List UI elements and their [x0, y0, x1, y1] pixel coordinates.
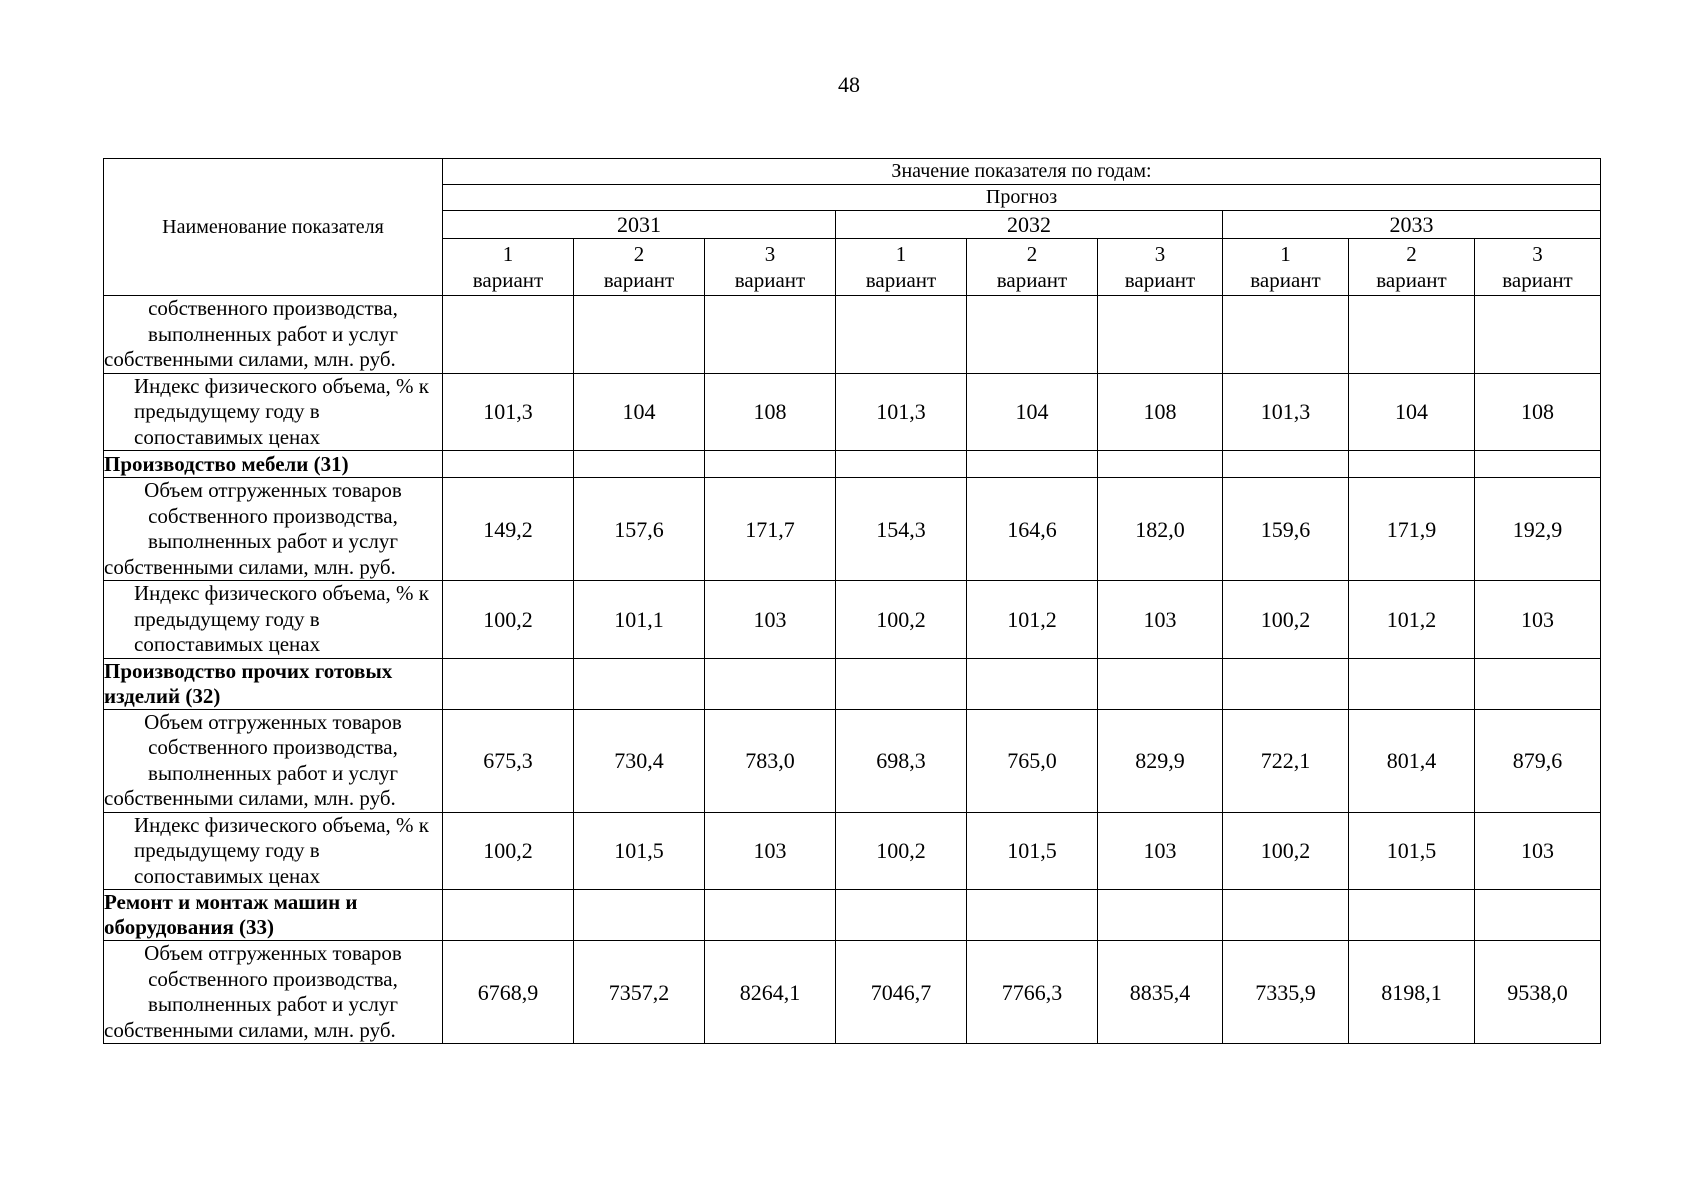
value-cell: 8198,1: [1349, 941, 1475, 1044]
value-cell: [836, 451, 967, 478]
variant-header: [705, 239, 836, 296]
value-cell: 101,2: [1349, 581, 1475, 659]
indicator-label: Индекс физического объема, % к предыдущему году в сопоставимых ценах: [104, 581, 443, 659]
value-cell: 101,3: [1223, 373, 1349, 451]
section-label: Производство прочих готовых изделий (32): [104, 658, 443, 709]
value-cell: 164,6: [967, 478, 1098, 581]
value-cell: 7766,3: [967, 941, 1098, 1044]
table-row: [104, 296, 1601, 374]
value-cell: 100,2: [836, 581, 967, 659]
value-cell: [443, 296, 574, 374]
variant-word: вариант: [865, 268, 937, 292]
value-cell: [574, 890, 705, 941]
value-cell: [836, 296, 967, 374]
table-row: [104, 373, 1601, 451]
variant-number: 1: [1280, 242, 1291, 266]
section-label: Ремонт и монтаж машин и оборудования (33): [104, 890, 443, 941]
value-cell: 159,6: [1223, 478, 1349, 581]
value-cell: [967, 658, 1098, 709]
value-cell: 783,0: [705, 709, 836, 812]
page-number: 48: [838, 72, 860, 97]
table-row: [104, 890, 1601, 941]
value-cell: [967, 451, 1098, 478]
value-cell: 103: [1475, 812, 1601, 890]
value-cell: [1349, 890, 1475, 941]
value-cell: 108: [1098, 373, 1223, 451]
value-cell: [1223, 890, 1349, 941]
value-cell: 103: [1475, 581, 1601, 659]
value-cell: [1098, 890, 1223, 941]
variant-header: [836, 239, 967, 296]
value-cell: [836, 658, 967, 709]
variant-word: вариант: [734, 268, 806, 292]
value-cell: [574, 658, 705, 709]
value-cell: [443, 658, 574, 709]
table-row: [104, 478, 1601, 581]
value-cell: 104: [574, 373, 705, 451]
value-cell: 801,4: [1349, 709, 1475, 812]
value-cell: 7357,2: [574, 941, 705, 1044]
variant-word: вариант: [603, 268, 675, 292]
value-cell: 149,2: [443, 478, 574, 581]
indicator-label: Индекс физического объема, % к предыдущему году в сопоставимых ценах: [104, 812, 443, 890]
table-row: [104, 581, 1601, 659]
variant-number: 3: [1532, 242, 1543, 266]
indicator-label: Объем отгруженных товаров собственного производства, выполненных работ и услуг собственными силами, млн. руб.: [104, 709, 443, 812]
year-header: 2031: [443, 211, 836, 239]
section-label: Производство мебели (31): [104, 451, 443, 478]
value-cell: [1223, 296, 1349, 374]
value-cell: [443, 890, 574, 941]
value-cell: [1349, 451, 1475, 478]
value-cell: [705, 296, 836, 374]
value-cell: 103: [1098, 581, 1223, 659]
indicator-name-header: Наименование показателя: [104, 159, 443, 296]
value-cell: 9538,0: [1475, 941, 1601, 1044]
value-cell: [705, 658, 836, 709]
value-cell: [574, 296, 705, 374]
value-cell: 154,3: [836, 478, 967, 581]
value-cell: 730,4: [574, 709, 705, 812]
indicator-label: Индекс физического объема, % к предыдущему году в сопоставимых ценах: [104, 373, 443, 451]
value-cell: 100,2: [836, 812, 967, 890]
value-cell: [1475, 890, 1601, 941]
year-header: 2033: [1223, 211, 1601, 239]
value-cell: [574, 451, 705, 478]
value-cell: [1098, 658, 1223, 709]
variant-word: вариант: [1376, 268, 1447, 292]
value-cell: [1223, 658, 1349, 709]
variant-word: вариант: [1124, 268, 1196, 292]
variant-number: 2: [1026, 242, 1038, 266]
value-cell: 101,1: [574, 581, 705, 659]
value-cell: 722,1: [1223, 709, 1349, 812]
indicators-table: [103, 158, 1601, 1044]
variant-header: [1349, 239, 1475, 296]
value-cell: 829,9: [1098, 709, 1223, 812]
variant-word: вариант: [472, 268, 544, 292]
value-cell: [1349, 658, 1475, 709]
value-cell: [836, 890, 967, 941]
table-row: [104, 709, 1601, 812]
value-cell: [1098, 296, 1223, 374]
value-cell: 879,6: [1475, 709, 1601, 812]
value-cell: 108: [1475, 373, 1601, 451]
variant-header: [443, 239, 574, 296]
value-cell: [1098, 451, 1223, 478]
value-cell: 171,9: [1349, 478, 1475, 581]
value-cell: 675,3: [443, 709, 574, 812]
variant-number: 1: [502, 242, 514, 266]
value-cell: 8264,1: [705, 941, 836, 1044]
variant-number: 2: [633, 242, 645, 266]
variant-word: вариант: [1250, 268, 1321, 292]
variant-number: 2: [1406, 242, 1417, 266]
value-cell: [1475, 658, 1601, 709]
value-cell: [967, 890, 1098, 941]
value-cell: [443, 451, 574, 478]
values-by-year-header: Значение показателя по годам:: [443, 159, 1601, 185]
value-cell: [1349, 296, 1475, 374]
value-cell: [705, 451, 836, 478]
table-row: [104, 658, 1601, 709]
table-body: [104, 296, 1601, 1044]
value-cell: 103: [705, 812, 836, 890]
value-cell: 698,3: [836, 709, 967, 812]
value-cell: 101,3: [443, 373, 574, 451]
value-cell: 8835,4: [1098, 941, 1223, 1044]
value-cell: 100,2: [443, 581, 574, 659]
table-row: [104, 941, 1601, 1044]
variant-header: [1098, 239, 1223, 296]
value-cell: 101,2: [967, 581, 1098, 659]
variant-word: вариант: [996, 268, 1068, 292]
variant-header: [574, 239, 705, 296]
value-cell: 100,2: [443, 812, 574, 890]
value-cell: [705, 890, 836, 941]
value-cell: [1223, 451, 1349, 478]
value-cell: 101,5: [574, 812, 705, 890]
year-header: 2032: [836, 211, 1223, 239]
value-cell: 182,0: [1098, 478, 1223, 581]
indicator-label: Объем отгруженных товаров собственного производства, выполненных работ и услуг собственными силами, млн. руб.: [104, 478, 443, 581]
value-cell: 6768,9: [443, 941, 574, 1044]
indicator-label: собственного производства, выполненных работ и услуг собственными силами, млн. руб.: [104, 296, 443, 374]
variant-header: [1475, 239, 1601, 296]
indicator-label: Объем отгруженных товаров собственного производства, выполненных работ и услуг собственными силами, млн. руб.: [104, 941, 443, 1044]
value-cell: 765,0: [967, 709, 1098, 812]
table-header: [104, 159, 1601, 296]
table-row: [104, 451, 1601, 478]
value-cell: 104: [1349, 373, 1475, 451]
value-cell: 103: [705, 581, 836, 659]
value-cell: 100,2: [1223, 581, 1349, 659]
variant-header: [1223, 239, 1349, 296]
forecast-header: Прогноз: [443, 185, 1601, 211]
value-cell: 104: [967, 373, 1098, 451]
table-row: [104, 812, 1601, 890]
value-cell: 100,2: [1223, 812, 1349, 890]
variant-header: [967, 239, 1098, 296]
value-cell: 7046,7: [836, 941, 967, 1044]
value-cell: 108: [705, 373, 836, 451]
value-cell: 101,3: [836, 373, 967, 451]
value-cell: 101,5: [1349, 812, 1475, 890]
value-cell: [1475, 296, 1601, 374]
variant-number: 3: [1154, 242, 1166, 266]
value-cell: 157,6: [574, 478, 705, 581]
value-cell: [967, 296, 1098, 374]
value-cell: 101,5: [967, 812, 1098, 890]
variant-number: 3: [764, 242, 776, 266]
value-cell: 103: [1098, 812, 1223, 890]
variant-number: 1: [895, 242, 907, 266]
value-cell: 192,9: [1475, 478, 1601, 581]
value-cell: [1475, 451, 1601, 478]
variant-word: вариант: [1502, 268, 1573, 292]
value-cell: 7335,9: [1223, 941, 1349, 1044]
value-cell: 171,7: [705, 478, 836, 581]
